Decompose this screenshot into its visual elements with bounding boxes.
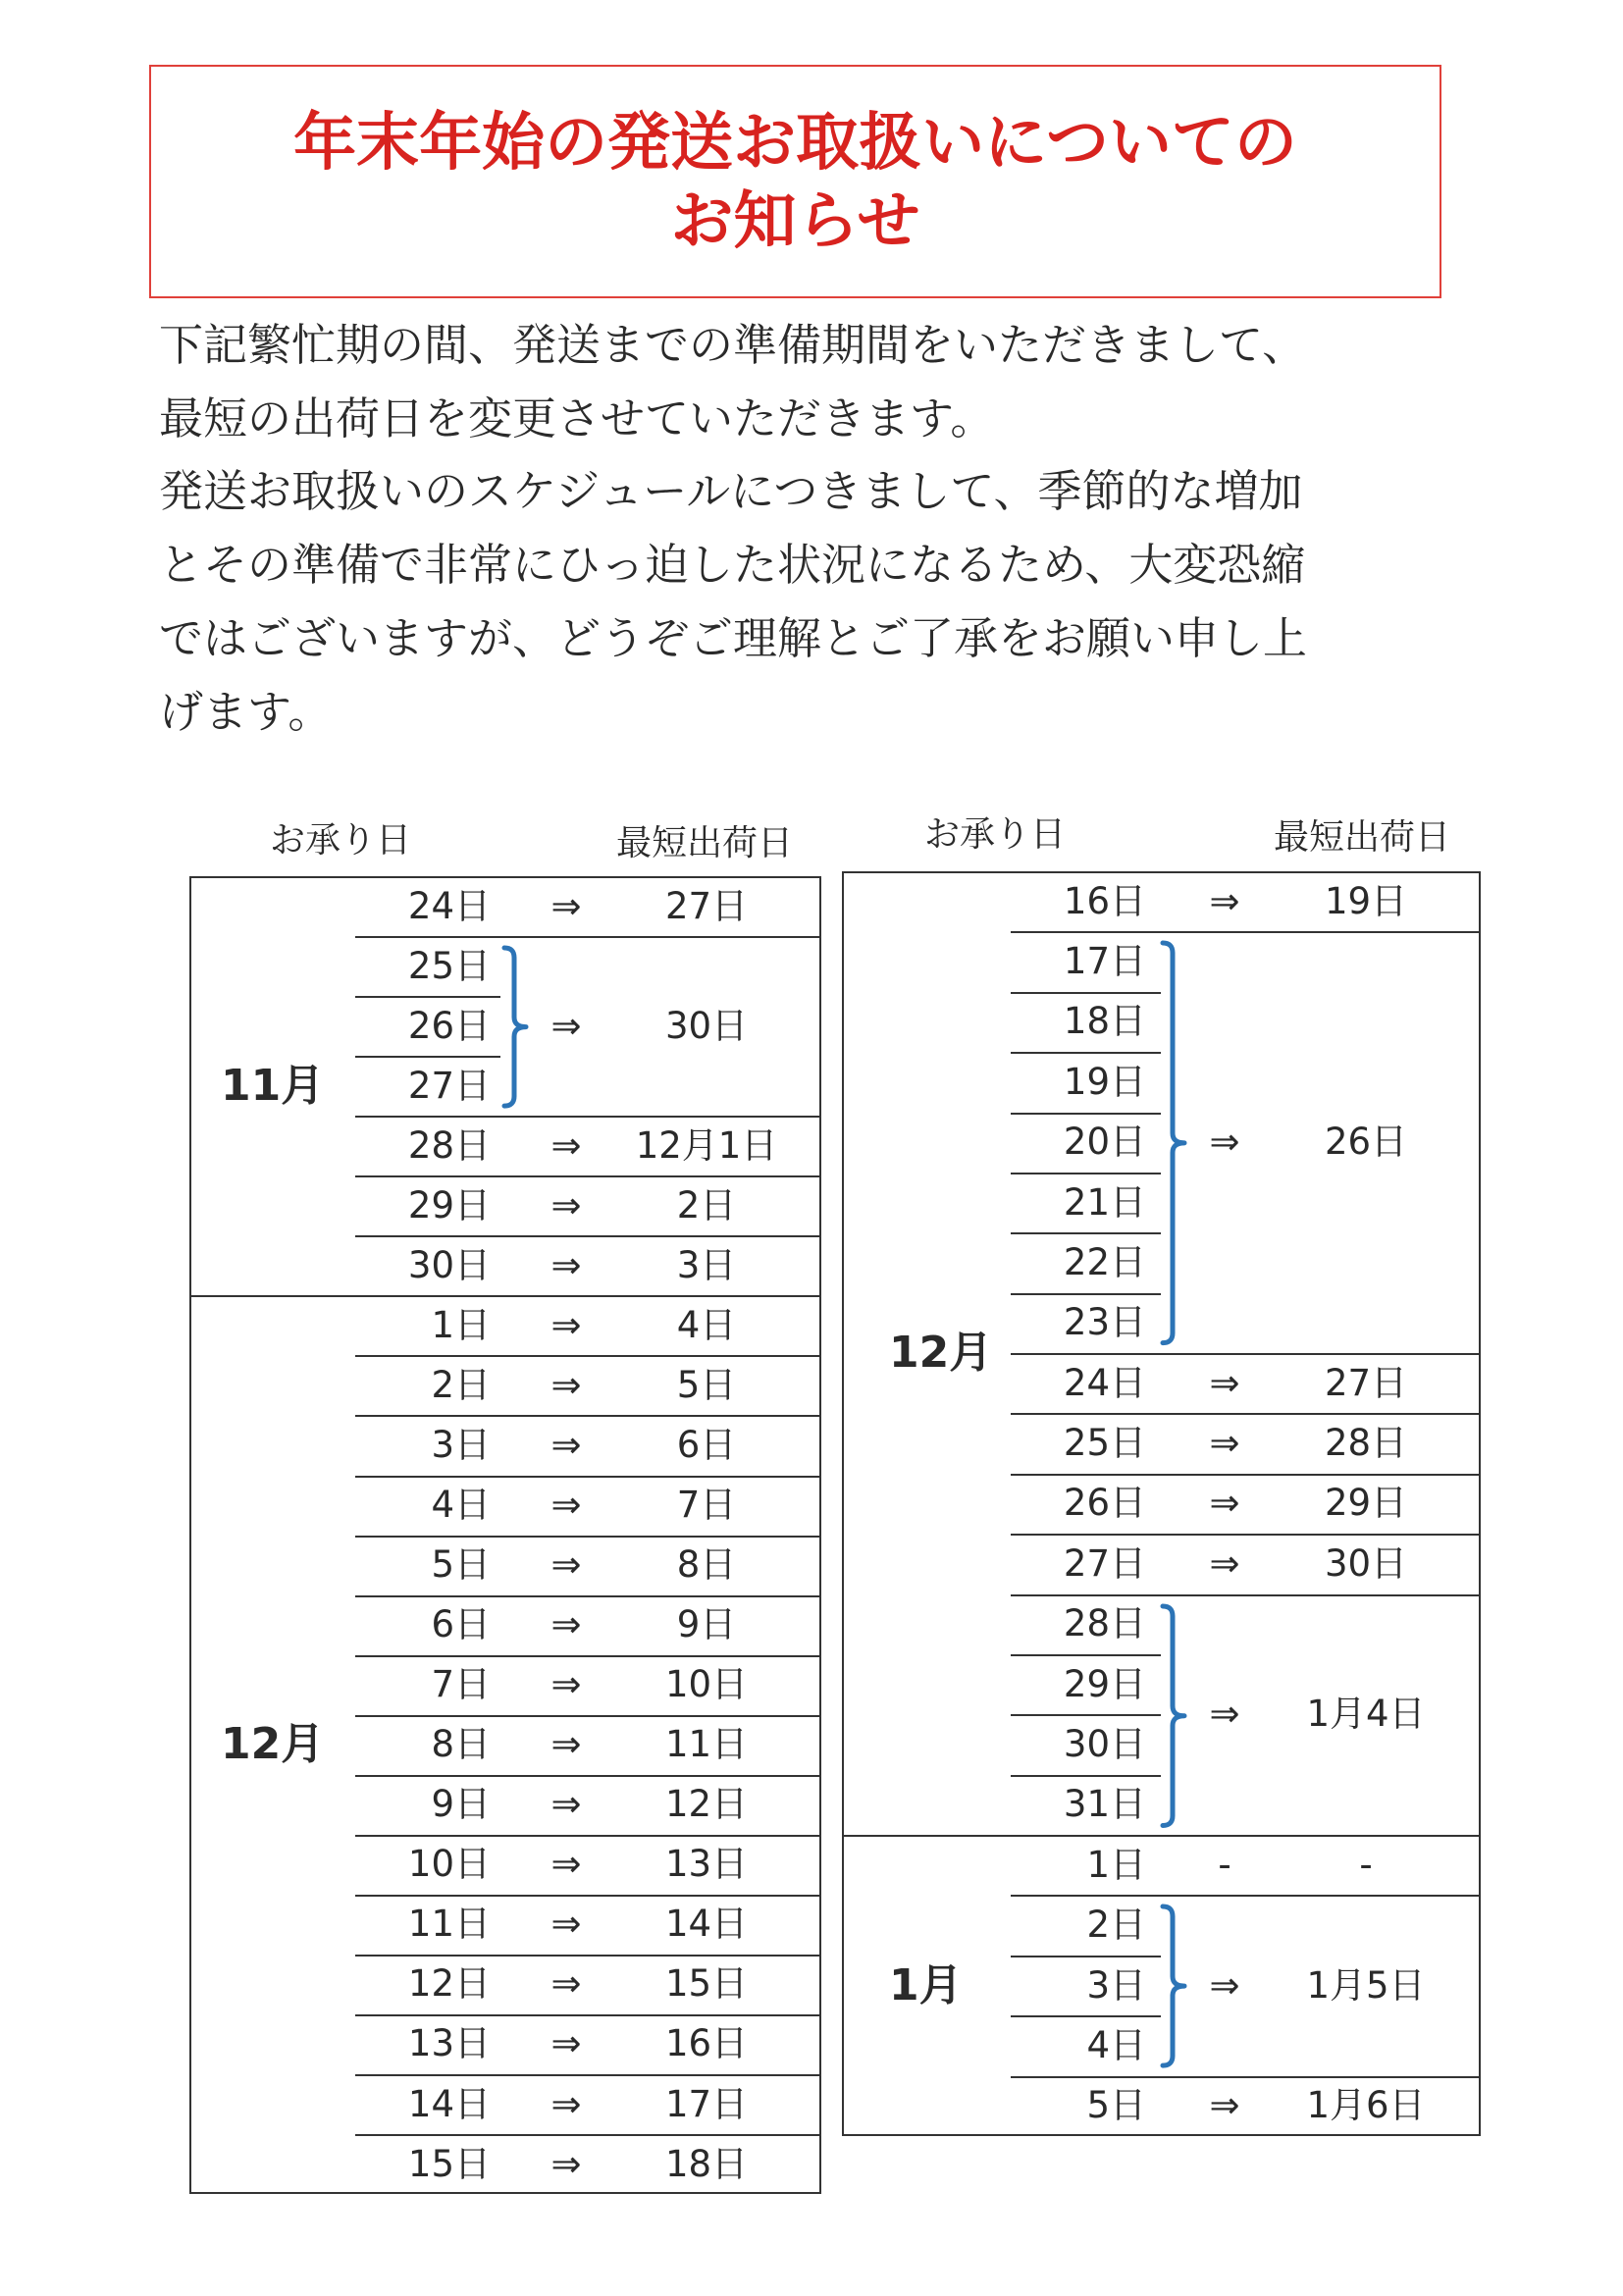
arrow-icon: - [1218,1843,1231,1886]
order-date-cell: 26日 [407,1004,491,1047]
row-divider [355,1536,821,1538]
row-divider [355,1235,821,1237]
order-date-cell: 30日 [407,1243,491,1286]
order-date-cell: 2日 [1086,1904,1146,1947]
row-divider [1011,1232,1161,1234]
intro-line: 発送お取扱いのスケジュールにつきまして、季節的な増加 [159,465,1303,517]
row-divider [1011,2076,1481,2078]
order-date-cell: 28日 [1063,1602,1146,1645]
arrow-icon: ⇒ [550,1903,582,1946]
arrow-icon: ⇒ [1209,2084,1240,2127]
ship-date-cell: 7日 [676,1484,737,1527]
month-label: 1月 [889,1959,963,2010]
ship-date-cell: 26日 [1324,1121,1408,1164]
ship-date-cell: 17日 [664,2082,749,2125]
ship-date-cell: 30日 [664,1004,749,1047]
ship-date-cell: 1月4日 [1306,1693,1426,1736]
order-date-header: お承り日 [924,814,1067,855]
arrow-icon: ⇒ [550,1723,582,1766]
order-date-cell: 24日 [1063,1361,1146,1404]
ship-date-cell: 15日 [664,1962,749,2006]
title-line-2: お知らせ [670,185,920,258]
intro-line: ではございますが、どうぞご理解とご了承をお願い申し上 [159,612,1308,664]
order-date-cell: 1日 [1086,1843,1146,1886]
order-date-cell: 14日 [407,2082,491,2125]
order-date-cell: 28日 [407,1123,491,1167]
order-date-cell: 22日 [1063,1240,1146,1283]
ship-date-cell: 27日 [1324,1361,1408,1404]
row-divider [1011,1293,1161,1295]
ship-date-cell: 12月1日 [635,1123,778,1167]
row-divider [1011,1113,1161,1115]
arrow-icon: ⇒ [550,1962,582,2006]
order-date-cell: 9日 [431,1783,491,1826]
ship-date-cell: 12日 [664,1783,749,1826]
ship-date-cell: 14日 [664,1903,749,1946]
row-divider [355,1835,821,1837]
ship-date-cell: 30日 [1324,1541,1408,1585]
arrow-icon: ⇒ [550,2022,582,2065]
arrow-icon: ⇒ [550,1543,582,1587]
ship-date-cell: 28日 [1324,1422,1408,1465]
row-divider [355,2134,821,2136]
row-divider [1011,1052,1161,1054]
arrow-icon: ⇒ [550,1423,582,1466]
order-date-cell: 18日 [1063,1000,1146,1043]
order-date-cell: 4日 [1086,2023,1146,2066]
row-divider [842,1835,1481,1837]
row-divider [355,2074,821,2076]
row-divider [1011,1775,1161,1777]
order-date-cell: 4日 [431,1484,491,1527]
ship-date-cell: 27日 [664,884,749,927]
order-date-cell: 7日 [431,1663,491,1706]
arrow-icon: ⇒ [550,1004,582,1047]
order-date-cell: 1日 [431,1303,491,1346]
order-date-cell: 26日 [1063,1482,1146,1525]
arrow-icon: ⇒ [550,1303,582,1346]
ship-date-cell: 13日 [664,1843,749,1886]
order-date-cell: 15日 [407,2142,491,2185]
arrow-icon: ⇒ [550,1843,582,1886]
ship-date-cell: 29日 [1324,1482,1408,1525]
ship-date-cell: 3日 [676,1243,737,1286]
ship-date-cell: 16日 [664,2022,749,2065]
order-date-cell: 16日 [1063,879,1146,922]
brace-icon [1161,1604,1190,1828]
ship-date-cell: 5日 [676,1363,737,1406]
intro-line: げます。 [159,686,333,738]
arrow-icon: ⇒ [550,884,582,927]
row-divider [355,1775,821,1777]
ship-date-cell: 1月5日 [1306,1963,1426,2007]
arrow-icon: ⇒ [1209,1422,1240,1465]
row-divider [1011,992,1161,994]
ship-date-cell: 19日 [1324,879,1408,922]
order-date-cell: 30日 [1063,1723,1146,1765]
order-date-cell: 6日 [431,1603,491,1646]
row-divider [1011,1714,1161,1716]
month-label: 11月 [221,1060,325,1111]
arrow-icon: ⇒ [550,1183,582,1226]
brace-icon [1161,1905,1190,2067]
ship-date-cell: 8日 [676,1543,737,1587]
order-date-cell: 13日 [407,2022,491,2065]
title-box [149,65,1441,298]
order-date-cell: 27日 [1063,1541,1146,1585]
arrow-icon: ⇒ [550,1663,582,1706]
arrow-icon: ⇒ [550,1603,582,1646]
row-divider [1011,1654,1161,1656]
row-divider [355,1476,821,1478]
ship-date-cell: 4日 [676,1303,737,1346]
ship-date-cell: - [1359,1843,1373,1886]
ship-date-header: 最短出荷日 [616,823,794,863]
ship-date-cell: 2日 [676,1183,737,1226]
row-divider [1011,1474,1481,1476]
arrow-icon: ⇒ [1209,1693,1240,1736]
row-divider [189,1295,821,1297]
arrow-icon: ⇒ [1209,879,1240,922]
ship-date-cell: 18日 [664,2142,749,2185]
intro-line: 最短の出荷日を変更させていただきます。 [159,392,995,444]
row-divider [355,1116,821,1118]
order-date-cell: 17日 [1063,940,1146,983]
arrow-icon: ⇒ [550,1363,582,1406]
arrow-icon: ⇒ [550,1484,582,1527]
brace-icon [502,946,532,1108]
order-date-cell: 3日 [1086,1963,1146,2007]
order-date-cell: 21日 [1063,1180,1146,1224]
order-date-cell: 25日 [407,944,491,987]
arrow-icon: ⇒ [1209,1121,1240,1164]
order-date-cell: 5日 [1086,2084,1146,2127]
order-date-cell: 11日 [407,1903,491,1946]
row-divider [355,1895,821,1897]
order-date-cell: 12日 [407,1962,491,2006]
row-divider [355,936,821,938]
order-date-cell: 25日 [1063,1422,1146,1465]
order-date-cell: 29日 [1063,1662,1146,1705]
order-date-cell: 3日 [431,1423,491,1466]
arrow-icon: ⇒ [550,1783,582,1826]
order-date-cell: 19日 [1063,1060,1146,1103]
row-divider [355,1955,821,1957]
order-date-cell: 23日 [1063,1301,1146,1344]
order-date-cell: 31日 [1063,1783,1146,1826]
arrow-icon: ⇒ [1209,1963,1240,2007]
arrow-icon: ⇒ [550,1243,582,1286]
row-divider [355,1415,821,1417]
title-line-1: 年末年始の発送お取扱いについての [293,107,1297,180]
order-date-cell: 5日 [431,1543,491,1587]
row-divider [355,1715,821,1717]
order-date-cell: 20日 [1063,1121,1146,1164]
row-divider [355,996,500,998]
ship-date-header: 最短出荷日 [1274,817,1451,858]
arrow-icon: ⇒ [1209,1361,1240,1404]
arrow-icon: ⇒ [550,1123,582,1167]
ship-date-cell: 6日 [676,1423,737,1466]
intro-line: 下記繁忙期の間、発送までの準備期間をいただきまして、 [159,319,1307,371]
order-date-header: お承り日 [270,820,412,861]
row-divider [1011,1895,1481,1897]
month-label: 12月 [221,1719,325,1770]
row-divider [1011,1353,1481,1355]
arrow-icon: ⇒ [1209,1482,1240,1525]
row-divider [1011,931,1481,933]
order-date-cell: 2日 [431,1363,491,1406]
row-divider [355,1355,821,1357]
month-label: 12月 [889,1328,993,1379]
row-divider [355,2014,821,2016]
ship-date-cell: 1月6日 [1306,2084,1426,2127]
row-divider [1011,1173,1161,1174]
row-divider [355,1595,821,1597]
arrow-icon: ⇒ [550,2082,582,2125]
arrow-icon: ⇒ [1209,1541,1240,1585]
ship-date-cell: 11日 [664,1723,749,1766]
row-divider [355,1175,821,1177]
intro-line: とその準備で非常にひっ迫した状況になるため、大変恐縮 [159,539,1306,591]
order-date-cell: 29日 [407,1183,491,1226]
row-divider [1011,1413,1481,1415]
row-divider [1011,1956,1161,1957]
order-date-cell: 10日 [407,1843,491,1886]
row-divider [355,1655,821,1657]
row-divider [1011,1534,1481,1536]
ship-date-cell: 10日 [664,1663,749,1706]
order-date-cell: 27日 [407,1064,491,1107]
row-divider [1011,2015,1161,2017]
arrow-icon: ⇒ [550,2142,582,2185]
order-date-cell: 8日 [431,1723,491,1766]
brace-icon [1161,941,1190,1345]
ship-date-cell: 9日 [676,1603,737,1646]
order-date-cell: 24日 [407,884,491,927]
row-divider [1011,1594,1481,1596]
row-divider [355,1056,500,1058]
